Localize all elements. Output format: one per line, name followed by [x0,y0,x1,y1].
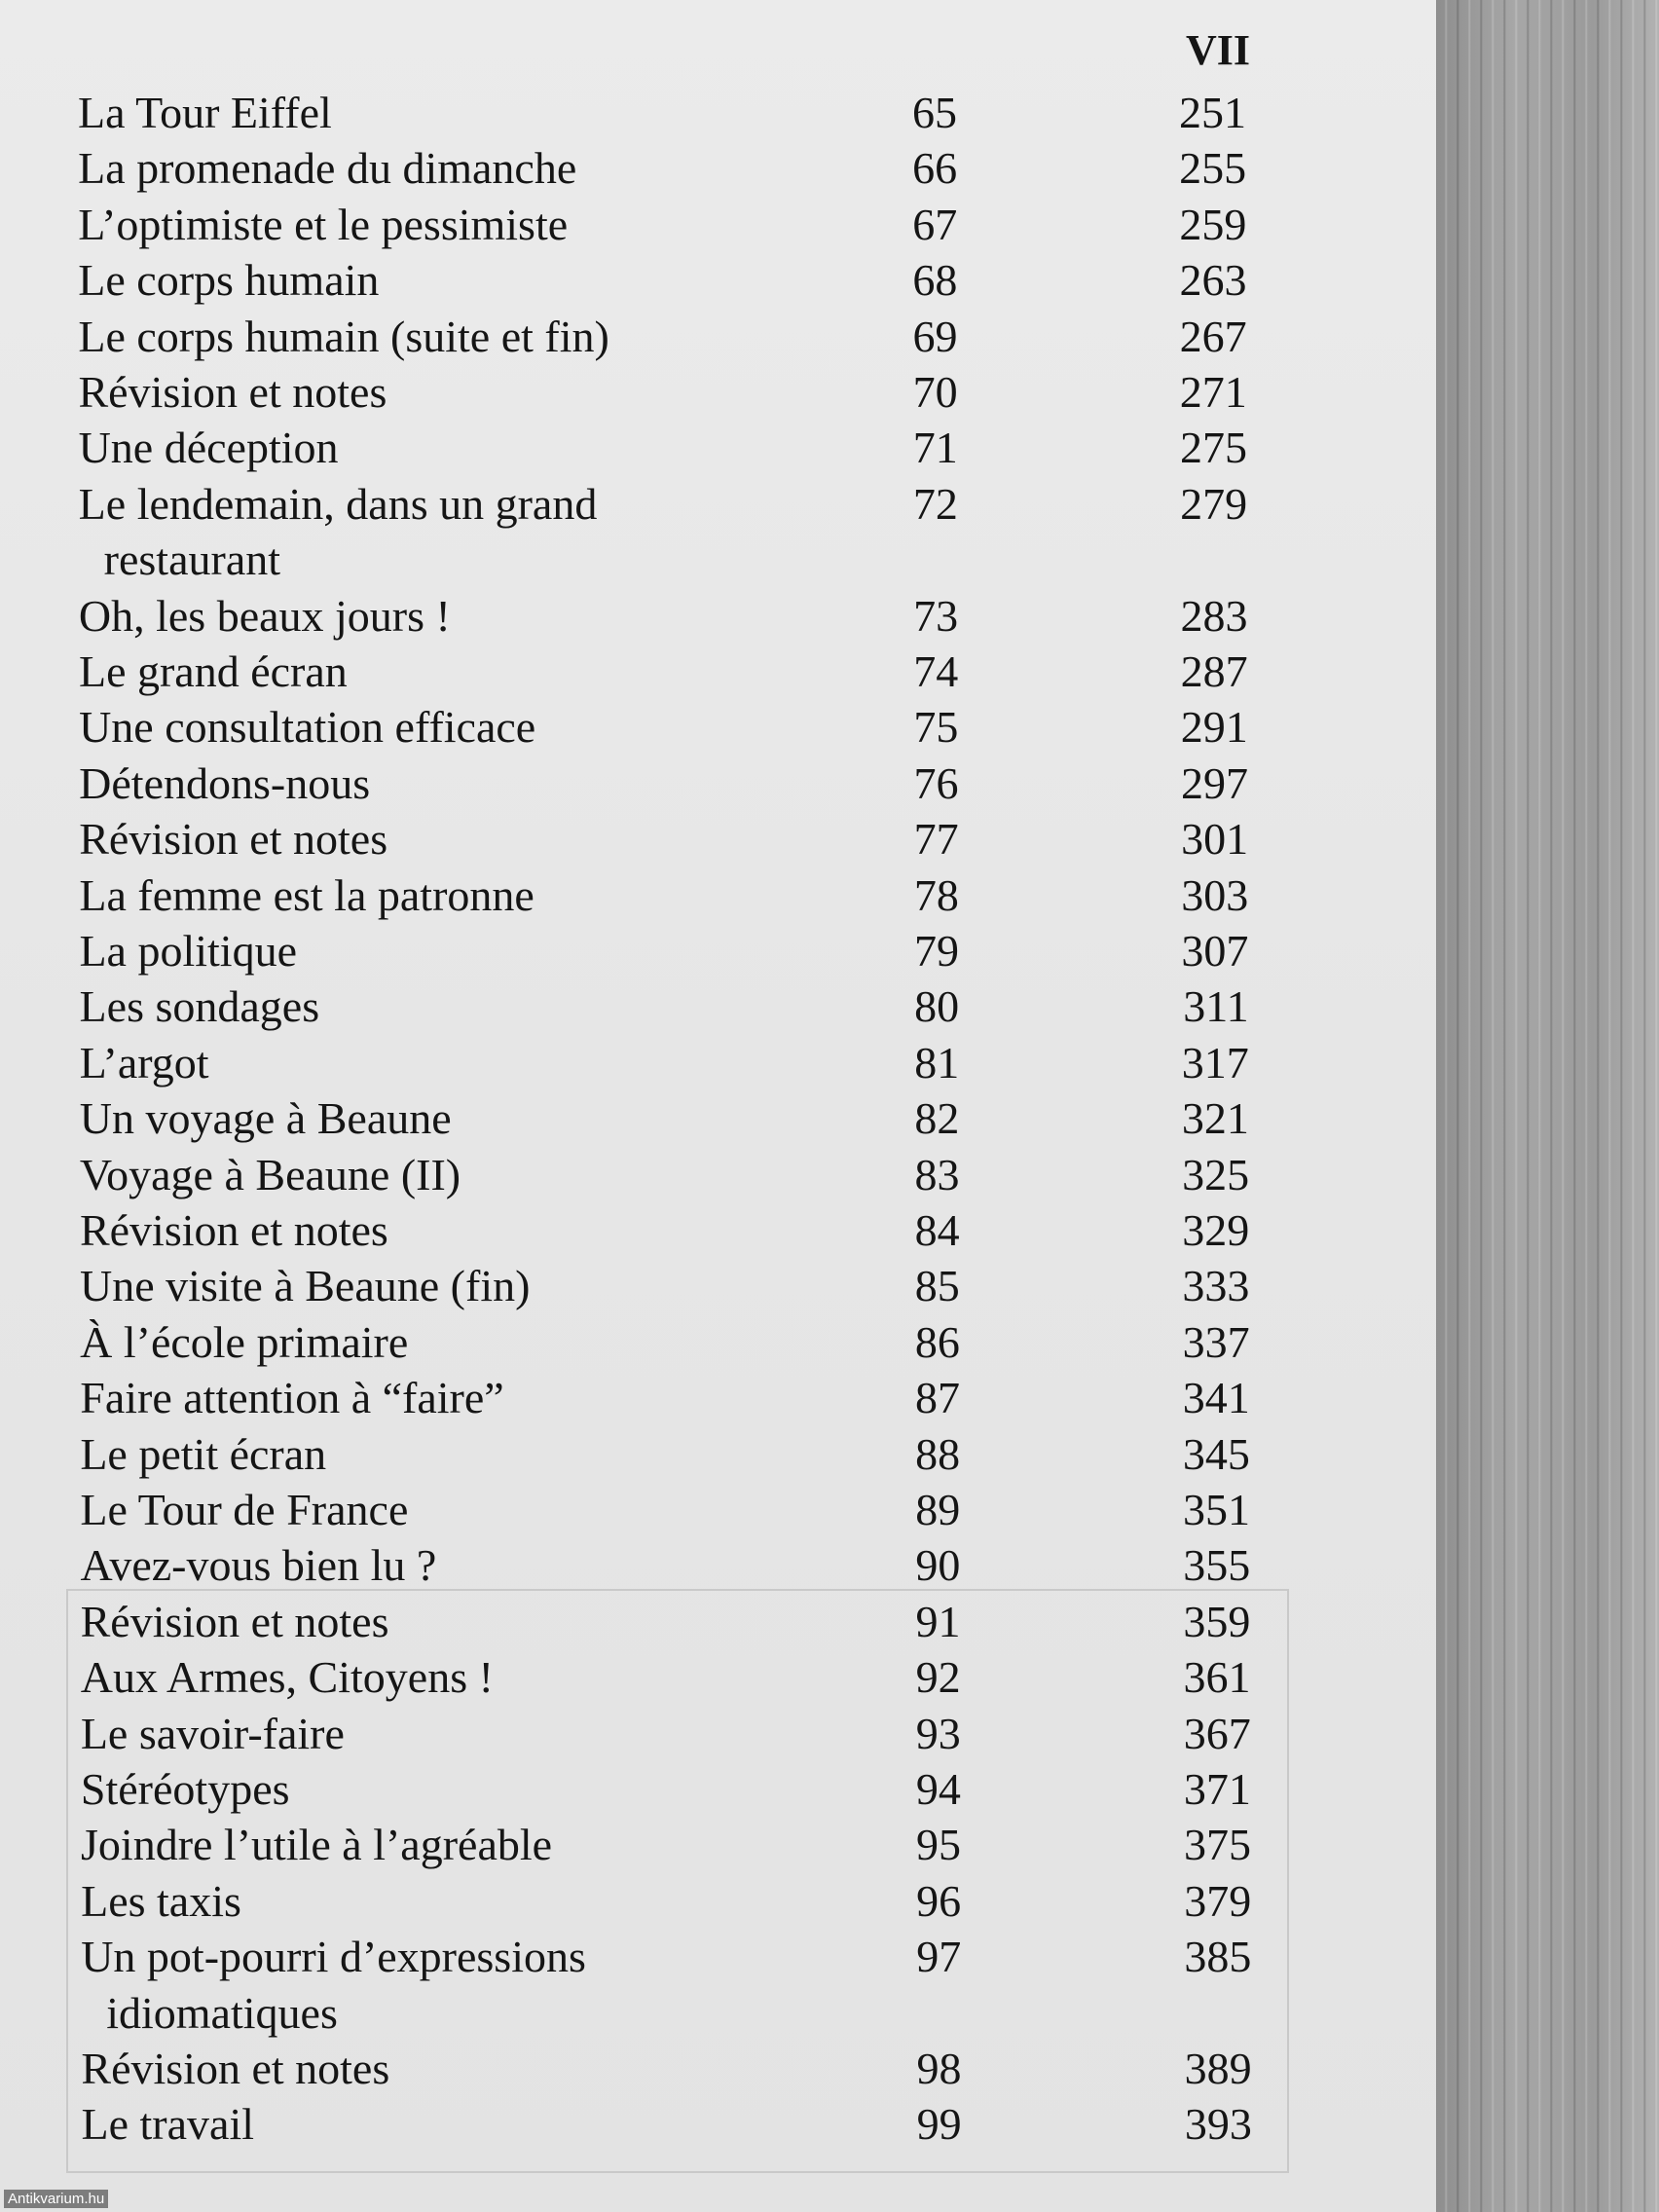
toc-entry [0,1202,1436,1259]
toc-entry-lesson-number: 65 [912,88,957,137]
toc-entry-title: Faire attention à “faire” [80,1373,504,1423]
toc-entry-lesson-number: 91 [915,1596,961,1646]
toc-entry-lesson-number: 87 [914,1373,960,1423]
toc-entry-lesson-number: 70 [912,367,958,417]
toc-entry [0,1873,1436,1930]
toc-entry-page-number: 283 [1180,590,1248,641]
toc-entry-page-number: 333 [1182,1261,1250,1311]
toc-entry [0,867,1436,924]
toc-entry [0,1090,1436,1147]
toc-entry-title: Détendons-nous [79,757,371,808]
toc-entry [0,1649,1436,1706]
toc-entry-lesson-number: 80 [914,981,960,1032]
toc-entry-page-number: 345 [1182,1428,1250,1479]
toc-entry [0,1594,1436,1650]
toc-entry-page-number: 321 [1181,1093,1249,1144]
toc-entry-title: Une visite à Beaune (fin) [80,1261,531,1311]
toc-entry-page-number: 267 [1179,311,1247,361]
toc-entry-title: À l’école primaire [80,1316,409,1367]
toc-entry-page-number: 307 [1181,926,1249,976]
toc-entry [0,1482,1436,1538]
toc-entry-page-number: 359 [1183,1596,1251,1646]
toc-entry-page-number: 367 [1183,1708,1251,1758]
toc-entry-title: Aux Armes, Citoyens ! [80,1652,494,1703]
toc-entry-title: La femme est la patronne [79,869,535,920]
toc-entry-page-number: 385 [1184,1932,1252,1982]
toc-entry-lesson-number: 74 [913,646,959,696]
toc-entry-title: Un pot-pourri d’expressions [81,1932,586,1982]
toc-entry [0,2041,1436,2097]
toc-entry-title: L’optimiste et le pessimiste [78,199,569,249]
toc-entry-lesson-number: 66 [912,143,958,194]
toc-entry-page-number: 337 [1182,1316,1250,1367]
toc-entry [0,811,1436,867]
toc-entry-page-number: 275 [1179,423,1247,473]
toc-entry-title: Le corps humain [78,255,380,306]
toc-entry [0,699,1436,756]
toc-entry-lesson-number: 97 [916,1932,962,1982]
toc-entry [0,978,1436,1035]
toc-entry-page-number: 389 [1184,2044,1252,2093]
toc-entry-lesson-number: 72 [912,478,958,529]
toc-entry-title-continuation: idiomatiques [106,1987,338,2038]
toc-entry [0,1258,1436,1314]
toc-entry-title: Une consultation efficace [79,702,536,753]
toc-entry-title: Les taxis [81,1875,241,1926]
toc-entry-lesson-number: 84 [914,1205,960,1255]
toc-entry-page-number: 361 [1183,1652,1251,1703]
toc-entry-page-number: 303 [1181,869,1249,920]
toc-entry-page-number: 317 [1181,1037,1249,1088]
toc-entry-title: Le petit écran [80,1428,327,1479]
toc-entry-lesson-number: 77 [913,814,959,865]
toc-entry-title: Voyage à Beaune (II) [79,1149,461,1199]
toc-entry-title-continuation: restaurant [103,535,281,585]
toc-entry-lesson-number: 82 [914,1093,960,1144]
toc-entry-title: Une déception [78,423,339,473]
toc-entry-lesson-number: 98 [916,2044,962,2093]
toc-entry-page-number: 311 [1183,981,1249,1032]
toc-entry-lesson-number: 92 [915,1652,961,1703]
toc-entry-title: Le savoir-faire [80,1708,345,1758]
watermark: Antikvarium.hu [4,2190,108,2208]
toc-entry-title: La Tour Eiffel [78,88,332,137]
toc-entry-page-number: 271 [1179,367,1247,417]
toc-entry [0,1370,1436,1426]
toc-entry-lesson-number: 96 [916,1875,962,1926]
toc-entry-title: Révision et notes [78,367,387,417]
toc-entry [0,364,1436,421]
toc-entry-lesson-number: 67 [912,199,958,249]
toc-entry-lesson-number: 86 [914,1316,960,1367]
toc-entry [0,588,1436,645]
toc-entry-page-number: 301 [1181,814,1249,865]
toc-entry [0,756,1436,812]
toc-entry-title: Le corps humain (suite et fin) [78,311,609,361]
toc-entry [0,644,1436,700]
toc-entry [0,1426,1436,1483]
toc-entry-lesson-number: 83 [914,1149,960,1199]
toc-entry-page-number: 251 [1179,88,1246,137]
toc-entry-page-number: 341 [1182,1373,1250,1423]
toc-entry [0,923,1436,979]
toc-entry-lesson-number: 81 [914,1037,960,1088]
toc-entry [0,1761,1436,1818]
toc-entry-title: Le lendemain, dans un grand [78,478,598,529]
toc-entry-lesson-number: 93 [915,1708,961,1758]
toc-entry-page-number: 255 [1179,143,1247,194]
toc-entry-page-number: 259 [1179,199,1247,249]
toc-entry-lesson-number: 88 [915,1428,961,1479]
toc-entry-lesson-number: 78 [913,869,959,920]
toc-entry-page-number: 329 [1182,1205,1250,1255]
toc-entry-page-number: 263 [1179,255,1247,306]
toc-entry-lesson-number: 79 [913,926,959,976]
toc-entry [0,420,1436,476]
toc-entry-title: Le grand écran [78,646,348,696]
toc-entry-lesson-number: 95 [916,1820,962,1870]
toc-entry-page-number: 325 [1182,1149,1250,1199]
toc-entry [0,1929,1436,1985]
toc-entry-title: Stéréotypes [80,1764,290,1814]
toc-entry-lesson-number: 68 [912,255,958,306]
toc-entry [0,1706,1436,1762]
toc-entry [0,140,1436,197]
toc-entry-page-number: 287 [1180,646,1248,696]
page-number: VII [1186,26,1251,74]
toc-entry [0,1537,1436,1594]
toc-entry-page-number: 291 [1180,702,1248,753]
toc-entry-page-number: 375 [1184,1820,1252,1870]
toc-entry [0,1314,1436,1371]
toc-entry-title: Révision et notes [80,1596,389,1646]
toc-entry-title: Le travail [81,2099,255,2150]
toc-entry [0,197,1436,253]
toc-entry [0,1817,1436,1873]
toc-entry-title: Avez-vous bien lu ? [80,1540,437,1591]
toc-entry [0,1147,1436,1203]
toc-entry-title: Révision et notes [79,814,388,865]
toc-entry-lesson-number: 73 [913,590,959,641]
toc-entry [0,1035,1436,1091]
toc-entry-page-number: 355 [1183,1540,1251,1591]
toc-entry-page-number: 371 [1183,1764,1251,1814]
toc-entry [0,85,1436,141]
toc-entry-title: Un voyage à Beaune [79,1093,452,1144]
toc-entry-lesson-number: 90 [915,1540,961,1591]
toc-entry-title: La promenade du dimanche [78,143,577,194]
toc-entry [0,309,1436,365]
toc-entry-lesson-number: 75 [913,702,959,753]
toc-entry-page-number: 379 [1184,1875,1252,1926]
toc-entry-title: La politique [79,926,298,976]
toc-entry-page-number: 393 [1184,2099,1252,2150]
toc-entry-lesson-number: 99 [916,2099,962,2150]
toc-entry-title: Joindre l’utile à l’agréable [81,1820,553,1870]
toc-entry-page-number: 279 [1180,478,1248,529]
toc-entry-title: Révision et notes [79,1205,388,1255]
toc-entry [0,252,1436,309]
toc-entry-page-number: 297 [1180,757,1248,808]
toc-entry-lesson-number: 76 [913,757,959,808]
toc-entry-lesson-number: 89 [915,1485,961,1534]
toc-entry [0,476,1436,533]
toc-entry-lesson-number: 94 [915,1764,961,1814]
toc-entry-lesson-number: 71 [912,423,958,473]
toc-entry-title: Le Tour de France [80,1485,409,1534]
toc-entry-title: L’argot [79,1037,209,1088]
toc-entry-lesson-number: 85 [914,1261,960,1311]
toc-entry-title: Oh, les beaux jours ! [78,590,451,641]
toc-entry-title: Les sondages [79,981,320,1032]
toc-entry [0,2096,1436,2153]
page-edges [1436,0,1659,2212]
toc-entry-lesson-number: 69 [912,311,958,361]
toc-entry-page-number: 351 [1183,1485,1251,1534]
toc-entry-title: Révision et notes [81,2044,390,2093]
